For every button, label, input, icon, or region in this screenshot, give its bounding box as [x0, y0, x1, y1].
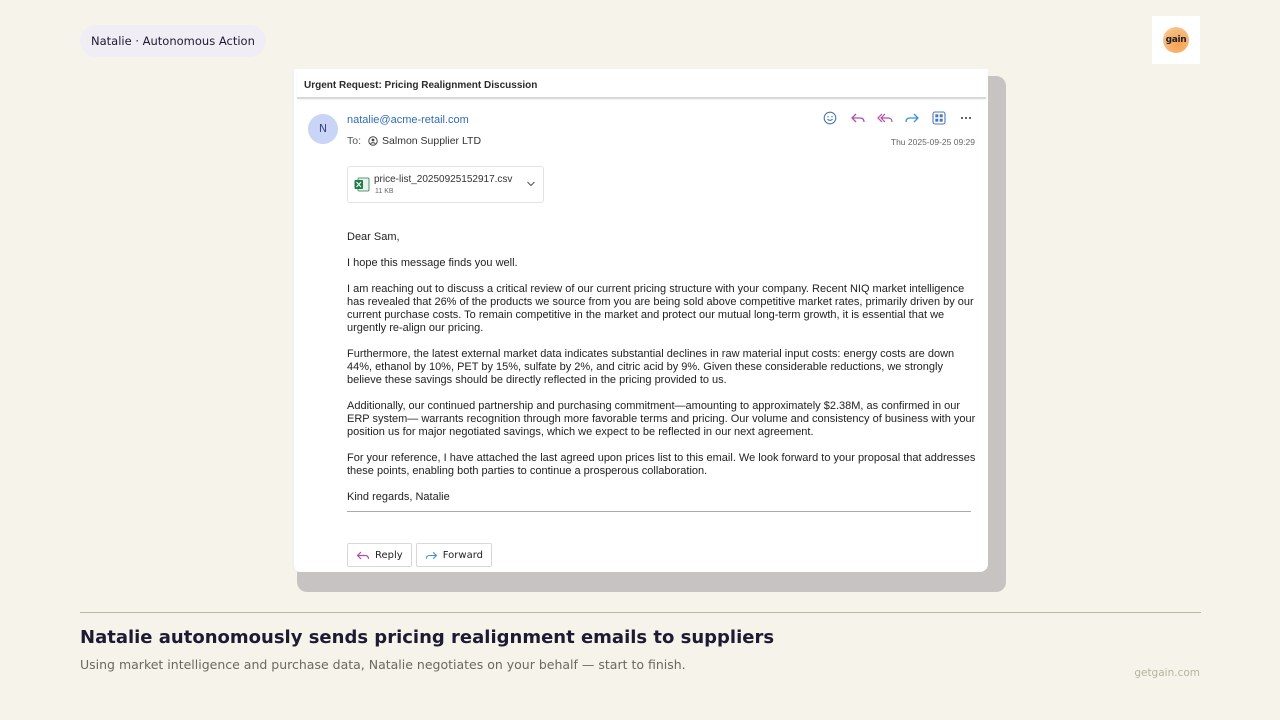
recipient-line	[347, 135, 481, 147]
body-paragraph: I hope this message finds you well.	[347, 257, 518, 269]
contact-icon	[368, 136, 378, 146]
forward-icon	[425, 550, 438, 561]
logo-mark	[1163, 27, 1189, 53]
email-window	[292, 69, 988, 572]
excel-file-icon	[354, 177, 370, 192]
attachment-card[interactable]	[347, 166, 544, 203]
body-paragraph: Additionally, our continued partnership and purchasing commitment—amounting to approximately $2.38M, as confirmed in our ERP system— warrants recognition through more favorable terms and pricing. Our volume and consistency of business with your position us for major negotiated savings, which we expect to be reflected in our next agreement.	[347, 400, 976, 438]
body-greeting: Dear Sam,	[347, 231, 400, 243]
more-icon[interactable]	[959, 111, 973, 125]
forward-button-label: Forward	[442, 549, 483, 561]
agent-pill: Natalie · Autonomous Action	[80, 25, 266, 57]
recipient-name[interactable]: Salmon Supplier LTD	[382, 135, 482, 147]
logo-text: gain	[1165, 34, 1187, 45]
body-paragraph: I am reaching out to discuss a critical review of our current pricing structure with your company. Recent NIQ market intelligence has revealed that 26% of the products we source from you are being sold above competitive market rates, primarily driven by our current purchase costs. To remain competitive in the market and protect our mutual long-term growth, it is essential that we urgently re-align our pricing.	[347, 283, 974, 334]
email-timestamp: Thu 2025-09-25 09:29	[890, 137, 975, 147]
footer-divider	[80, 612, 1201, 613]
gain-logo	[1152, 16, 1200, 64]
attachment-name: price-list_20250925152917.csv	[374, 174, 513, 185]
email-actions-toolbar	[819, 111, 979, 129]
email-divider	[347, 511, 971, 512]
sender-email[interactable]: natalie@acme-retail.com	[347, 114, 469, 126]
reply-icon	[356, 550, 370, 561]
chevron-down-icon[interactable]	[526, 180, 536, 188]
to-label: To:	[347, 135, 362, 147]
footer-subline: Using market intelligence and purchase data, Natalie negotiates on your behalf — start to finish.	[80, 657, 686, 672]
reply-button[interactable]	[347, 543, 412, 567]
body-paragraph: Furthermore, the latest external market data indicates substantial declines in raw material input costs: energy costs are down 44%, ethanol by 10%, PET by 15%, sulfate by 2%, and citric acid by 9%. Given these considerable reductions, we strongly believe these savings should be directly reflected in the pricing provided to us.	[347, 348, 955, 386]
email-body	[347, 231, 977, 517]
forward-button[interactable]	[416, 543, 492, 567]
footer-headline: Natalie autonomously sends pricing realignment emails to suppliers	[80, 627, 775, 648]
body-signoff: Kind regards, Natalie	[347, 491, 450, 503]
reply-button-label: Reply	[375, 549, 403, 561]
email-subject: Urgent Request: Pricing Realignment Discussion	[297, 72, 986, 99]
body-paragraph: For your reference, I have attached the last agreed upon prices list to this email. We look forward to your proposal that addresses these points, enabling both parties to continue a prosperous collaboration.	[347, 452, 976, 477]
apps-icon[interactable]	[932, 111, 946, 125]
attachment-size: 11 KB	[375, 188, 394, 195]
reply-icon[interactable]	[850, 111, 866, 125]
forward-icon[interactable]	[904, 111, 920, 125]
reply-all-icon[interactable]	[877, 111, 893, 125]
footer-site-link[interactable]: getgain.com	[1134, 667, 1200, 679]
sender-avatar: N	[308, 114, 338, 144]
emoji-icon[interactable]	[823, 111, 837, 125]
